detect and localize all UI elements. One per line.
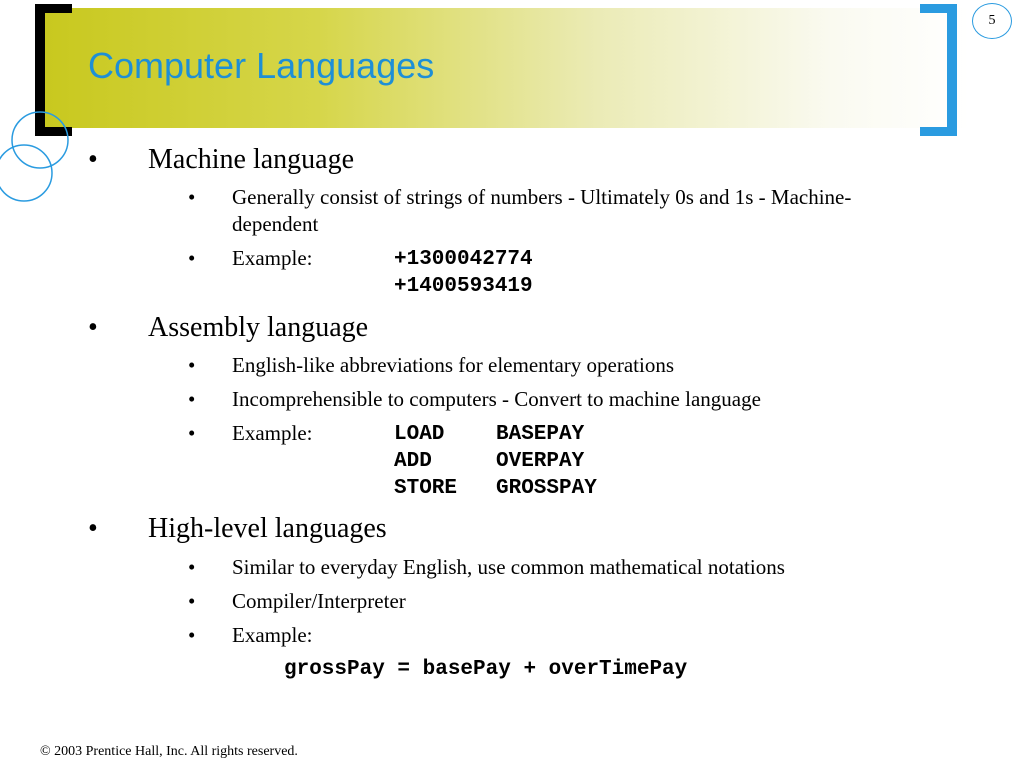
code-op: ADD (394, 450, 432, 473)
code-line: +1300042774 (394, 248, 533, 271)
right-bracket-icon (916, 4, 960, 136)
copyright-footer: © 2003 Prentice Hall, Inc. All rights reserved. (40, 744, 298, 759)
point-text: English-like abbreviations for elementary operations (232, 353, 675, 377)
bullet: • (188, 387, 196, 411)
bullet: • (88, 144, 98, 175)
code-arg: BASEPAY (496, 423, 585, 446)
code-op: LOAD (394, 423, 445, 446)
point-text: Example: (232, 421, 313, 445)
heading-text: Machine language (148, 144, 355, 175)
bullet: • (188, 185, 196, 209)
bullet: • (188, 589, 196, 613)
slide-title: Computer Languages (88, 45, 435, 86)
point-text: Compiler/Interpreter (232, 589, 406, 613)
bullet: • (88, 312, 98, 343)
bullet: • (188, 555, 196, 579)
code-arg: GROSSPAY (496, 477, 597, 500)
point-text: Example: (232, 246, 313, 270)
bullet: • (88, 513, 98, 544)
decorative-circles-icon (0, 108, 70, 204)
heading-text: High-level languages (148, 513, 387, 544)
code-line: grossPay = basePay + overTimePay (284, 658, 688, 681)
bullet: • (188, 246, 196, 270)
point-text: Example: (232, 623, 313, 647)
bullet: • (188, 353, 196, 377)
point-text: Generally consist of strings of numbers - Ultimately 0s and 1s - Machine-dependent (232, 185, 852, 236)
bullet: • (188, 421, 196, 445)
code-line: +1400593419 (394, 275, 533, 298)
point-text: Incomprehensible to computers - Convert to machine language (232, 387, 761, 411)
heading-text: Assembly language (148, 312, 369, 343)
bullet: • (188, 623, 196, 647)
point-text: Similar to everyday English, use common mathematical notations (232, 555, 785, 579)
code-op: STORE (394, 477, 458, 500)
code-arg: OVERPAY (496, 450, 585, 473)
page-number: 5 (972, 3, 1012, 39)
